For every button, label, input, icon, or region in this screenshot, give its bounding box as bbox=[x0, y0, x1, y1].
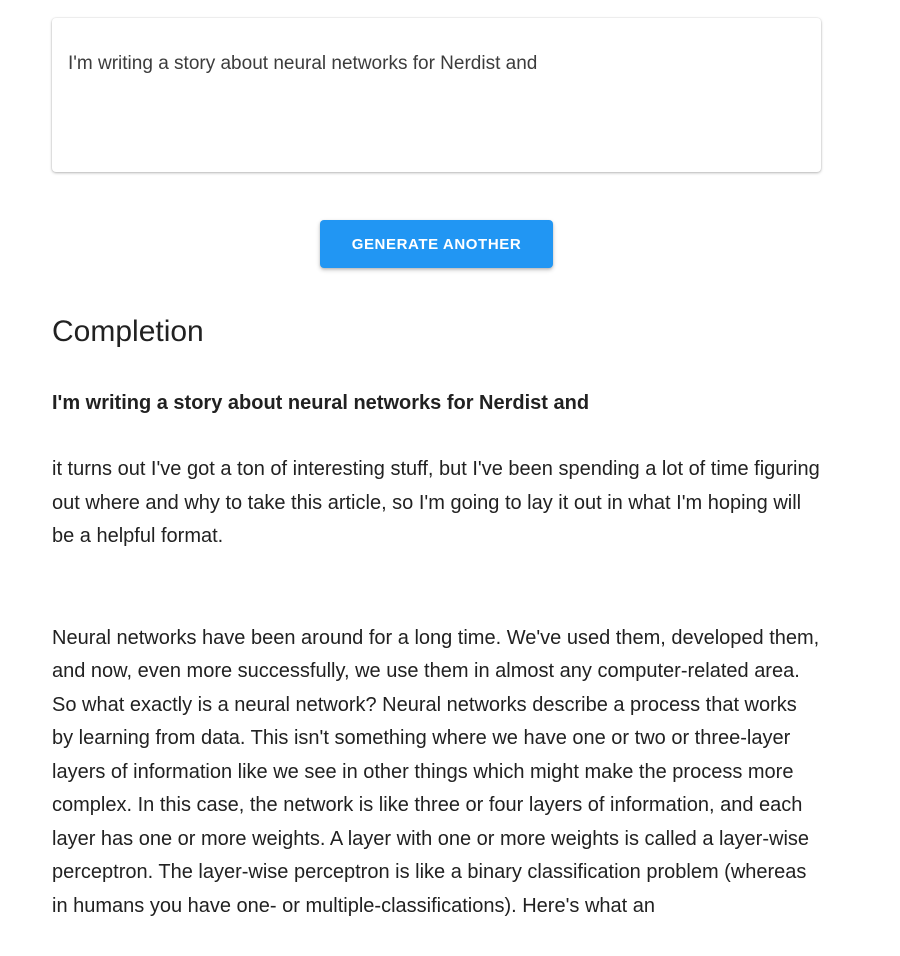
completion-heading: Completion bbox=[52, 315, 204, 348]
button-row bbox=[52, 220, 821, 268]
completion-paragraph: Neural networks have been around for a long time. We've used them, developed them, and now, even more successfully, we use them in almost any computer-related area. So what exactly is a neural network? Neural networks describe a process that works by learning from data. This isn't something where we have one or two or three-layer layers of information like we see in other things which might make the process more complex. In this case, the network is like three or four layers of information, and each layer has one or more weights. A layer with one or more weights is called a layer-wise perceptron. The layer-wise perceptron is like a binary classification problem (whereas in humans you have one- or multiple-classifications). Here's what an bbox=[52, 626, 820, 917]
completion-paragraph: it turns out I've got a ton of interesting stuff, but I've been spending a lot of time figuring out where and why to take this article, so I'm going to lay it out in what I'm hoping will be a helpful format. bbox=[52, 458, 820, 547]
completion-prompt-echo: I'm writing a story about neural networks for Nerdist and bbox=[52, 392, 590, 414]
prompt-card bbox=[52, 18, 821, 172]
generate-another-button[interactable]: GENERATE ANOTHER bbox=[320, 220, 553, 268]
content-column bbox=[52, 18, 821, 923]
prompt-textarea[interactable] bbox=[52, 18, 821, 172]
